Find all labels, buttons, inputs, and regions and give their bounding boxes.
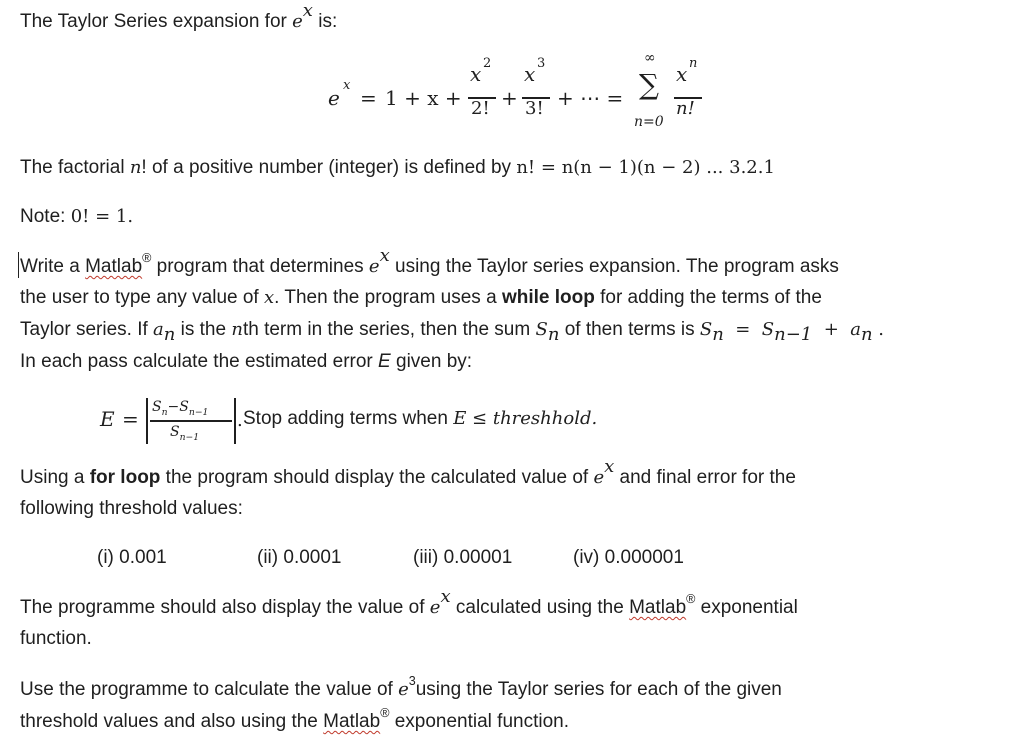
para1-line3: Taylor series. If $a_n$ is the nth term in the series, then the sum $S_n$ of then terms is $S_n = S_{n-1} + a_n$ . [20, 319, 885, 345]
matlab-word: Matlab [323, 711, 381, 732]
note-line: Note: 0! = 1. [20, 206, 134, 227]
text-cursor [18, 252, 19, 278]
threshold-item: (iii) 0.00001 [413, 547, 513, 568]
para3-line1: The programme should also display the value of $e^x$ calculated using the Matlab® exponential [20, 586, 798, 618]
factorial-definition: The factorial n! of a positive number (integer) is defined by n! = n(n − 1)(n − 2) ... 3.2.1 [20, 157, 775, 178]
matlab-word: Matlab [85, 256, 143, 277]
threshold-item: (i) 0.001 [97, 547, 167, 568]
matlab-word: Matlab [629, 597, 687, 618]
fraction-bar [150, 420, 232, 422]
sigma-icon: ∑ [639, 68, 659, 101]
para3-line2: function. [20, 628, 92, 649]
threshold-item: (iv) 0.000001 [573, 547, 684, 568]
abs-bar-left [146, 398, 148, 444]
para1-line2: the user to type any value of x. Then the program uses a while loop for adding the terms of the [20, 287, 822, 308]
para1-line1: Write a Matlab® program that determines $e^x$ using the Taylor series expansion. The program asks [20, 245, 839, 277]
abs-bar-right [234, 398, 236, 444]
para4-line1: Use the programme to calculate the value of $e^3using$ the Taylor series for each of the given [20, 674, 782, 700]
intro-line: The Taylor Series expansion for $e^x$ is: [20, 0, 338, 32]
para1-line4: In each pass calculate the estimated error E given by: [20, 351, 473, 372]
document-page: The Taylor Series expansion for $e^x$ is: e x = 1 + x + x 2 2! + x 3 3! + ⋯ = ∞ ∑ n=0 x n n! The factorial n! of a positive number (integer) is defined by n! = n(n − 1)(n − 2) ... 3.2.1 Note: 0! = 1. Write a Matlab® program that determines $e^x$ using the Taylor series expansion. The program asks the user to type any value of x. Then the program uses a while loop for adding the terms of the Taylor series. If $a_n$ is the nth term in the series, then the sum $S_n$ of then terms is $S_n = S_{n-1} + a_n$ . In each pass calculate the estimated error E given by: E = $S_n-S_{n-1}$ $S_{n-1}$ . Stop adding terms when E ≤ threshhold. Using a for loop the program should display the calculated value of $e^x$ and final error for the following threshold values: (i) 0.001 (ii) 0.0001 (iii) 0.00001 (iv) 0.000001 The programme should also display the value of $e^x$ calculated using the Matlab® exponential function. Use the programme to calculate the value of $e^3using$ the Taylor series for each of the given threshold values and also using the Matlab® exponential function. [20, 0, 885, 732]
threshold-item: (ii) 0.0001 [257, 547, 342, 568]
para2-line1: Using a for loop the program should display the calculated value of $e^x$ and final error for the [20, 456, 796, 488]
e-symbol: e [292, 11, 303, 32]
para2-line2: following threshold values: [20, 498, 243, 519]
para4-line2: threshold values and also using the Matlab® exponential function. [20, 706, 569, 732]
